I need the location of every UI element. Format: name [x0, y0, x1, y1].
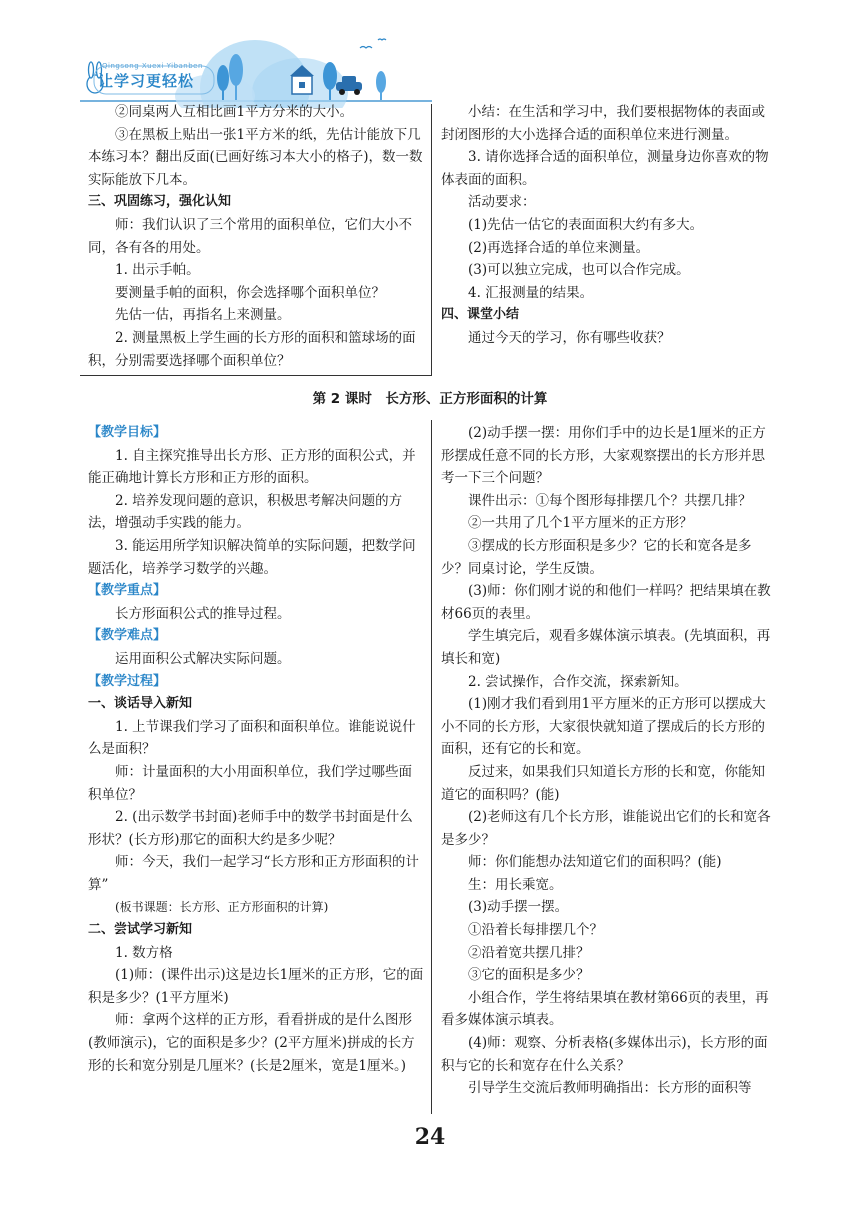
text-line: (3)可以独立完成，也可以合作完成。: [468, 262, 690, 279]
logo-subtitle: Qingsong Xuexi Yibanben: [102, 62, 203, 70]
text-line: (3)师：你们刚才说的和他们一样吗？把结果填在教材66页的表里。: [441, 583, 771, 622]
text-line: 学生填完后，观看多媒体演示填表。(先填面积，再填长和宽): [441, 628, 771, 667]
text-line: 课件出示：①每个图形每排摆几个？共摆几排？: [468, 492, 752, 509]
text-line: 2. (出示数学书封面)老师手中的数学书封面是什么形状？(长方形)那它的面积大约是多少呢？: [88, 809, 413, 848]
section-heading: 三、巩固练习，强化认知: [88, 194, 232, 210]
text-line: 运用面积公式解决实际问题。: [115, 650, 291, 667]
text-line: 1. 出示手帕。: [115, 262, 200, 279]
bottom-left-column: [88, 422, 424, 1077]
text-line: 引导学生交流后教师明确指出：长方形的面积等: [468, 1080, 752, 1097]
text-line: 师：今天，我们一起学习“长方形和正方形面积的计算”: [88, 854, 419, 893]
text-line: 1. 上节课我们学习了面积和面积单位。谁能说说什么是面积？: [88, 718, 416, 758]
text-line: ③它的面积是多少？: [468, 967, 590, 984]
text-line: 反过来，如果我们只知道长方形的长和宽，你能知道它的面积吗？(能): [441, 763, 765, 803]
text-line: ③在黑板上贴出一张1平方米的纸，先估计能放下几本练习本？翻出反面(已画好练习本大小的格子)，数一数实际能放下几本。: [88, 126, 423, 188]
text-line: ②同桌两人互相比画1平方分米的大小。: [115, 104, 354, 120]
text-line: 2. 测量黑板上学生画的长方形的面积和篮球场的面积，分别需要选择哪个面积单位？: [88, 329, 416, 369]
text-line: 小结：在生活和学习中，我们要根据物体的表面或封闭图形的大小选择合适的面积单位来进行测量。: [441, 104, 765, 143]
tag-teaching-difficulty: 【教学难点】: [88, 628, 167, 644]
section-heading: 一、谈话导入新知: [88, 696, 193, 712]
text-line: 活动要求：: [468, 194, 536, 211]
text-line: 生：用长乘宽。: [468, 876, 563, 893]
text-line: (板书课题：长方形、正方形面积的计算): [115, 900, 329, 915]
text-line: (1)师：(课件出示)这是边长1厘米的正方形，它的面积是多少？(1平方厘米): [88, 967, 424, 1006]
text-line: (2)再选择合适的单位来测量。: [468, 239, 650, 256]
tag-teaching-focus: 【教学重点】: [88, 583, 167, 599]
text-line: 先估一估，再指名上来测量。: [115, 307, 291, 324]
text-line: 1. 自主探究推导出长方形、正方形的面积公式，并能正确地计算长方形和正方形的面积。: [88, 447, 416, 487]
text-line: (2)动手摆一摆：用你们手中的边长是1厘米的正方形摆成任意不同的长方形，大家观察摆出的长方形并思考一下三个问题？: [441, 425, 766, 487]
tag-teaching-goals: 【教学目标】: [88, 425, 167, 440]
text-line: (2)老师这有几个长方形，谁能说出它们的长和宽各是多少？: [441, 809, 771, 848]
logo-text: 让学习更轻松: [98, 72, 195, 90]
text-line: 3. 能运用所学知识解决简单的实际问题，把数学问题活化，培养学习数学的兴趣。: [88, 537, 416, 577]
bottom-column-divider: [431, 420, 432, 1114]
text-line: 2. 尝试操作，合作交流，探索新知。: [468, 673, 688, 690]
text-line: 师：拿两个这样的正方形，看看拼成的是什么图形(教师演示)，它的面积是多少？(2平方厘米)拼成的长方形的长和宽分别是几厘米？(长是2厘米，宽是1厘米。): [88, 1012, 415, 1074]
tag-teaching-process: 【教学过程】: [88, 673, 167, 689]
text-line: ①沿着长每排摆几个？: [468, 922, 603, 939]
section-heading: 四、课堂小结: [441, 307, 520, 323]
text-line: (3)动手摆一摆。: [468, 899, 569, 916]
text-line: 2. 培养发现问题的意识，积极思考解决问题的方法，增强动手实践的能力。: [88, 492, 403, 532]
text-line: ②一共用了几个1平方厘米的正方形？: [468, 515, 693, 532]
top-right-column: [441, 101, 773, 350]
top-left-column: [88, 101, 424, 372]
text-line: (1)先估一估它的表面面积大约有多大。: [468, 216, 704, 233]
text-line: (4)师：观察、分析表格(多媒体出示)，长方形的面积与它的长和宽存在什么关系？: [441, 1035, 768, 1074]
top-column-divider: [431, 104, 432, 375]
page-number: 24: [414, 1124, 446, 1150]
text-line: ②沿着宽共摆几排？: [468, 944, 590, 961]
bottom-right-column: [441, 422, 773, 1100]
text-line: ③摆成的长方形面积是多少？它的长和宽各是多少？同桌讨论，学生反馈。: [441, 537, 752, 577]
top-section-bottom-line: [80, 375, 432, 376]
header-illustration: [0, 0, 860, 108]
text-line: 3. 请你选择合适的面积单位，测量身边你喜欢的物体表面的面积。: [441, 149, 769, 188]
lesson-title: 第 2 课时 长方形、正方形面积的计算: [312, 391, 548, 407]
text-line: 师：你们能想办法知道它们的面积吗？(能): [468, 854, 722, 871]
text-line: 师：计量面积的大小用面积单位，我们学过哪些面积单位？: [88, 763, 412, 803]
text-line: 要测量手帕的面积，你会选择哪个面积单位？: [115, 284, 385, 301]
text-line: 1. 数方格: [115, 944, 173, 961]
section-heading: 二、尝试学习新知: [88, 922, 193, 938]
text-line: 长方形面积公式的推导过程。: [115, 605, 291, 622]
text-line: 4. 汇报测量的结果。: [468, 284, 594, 301]
text-line: 小组合作，学生将结果填在教材第66页的表里，再看多媒体演示填表。: [441, 989, 769, 1029]
text-line: 通过今天的学习，你有哪些收获？: [468, 329, 671, 346]
text-line: (1)刚才我们看到用1平方厘米的正方形可以摆成大小不同的长方形，大家很快就知道了摆成后的长方形的面积，还有它的长和宽。: [441, 696, 766, 758]
text-line: 师：我们认识了三个常用的面积单位，它们大小不同，各有各的用处。: [88, 216, 412, 256]
header-banner: [0, 0, 860, 108]
